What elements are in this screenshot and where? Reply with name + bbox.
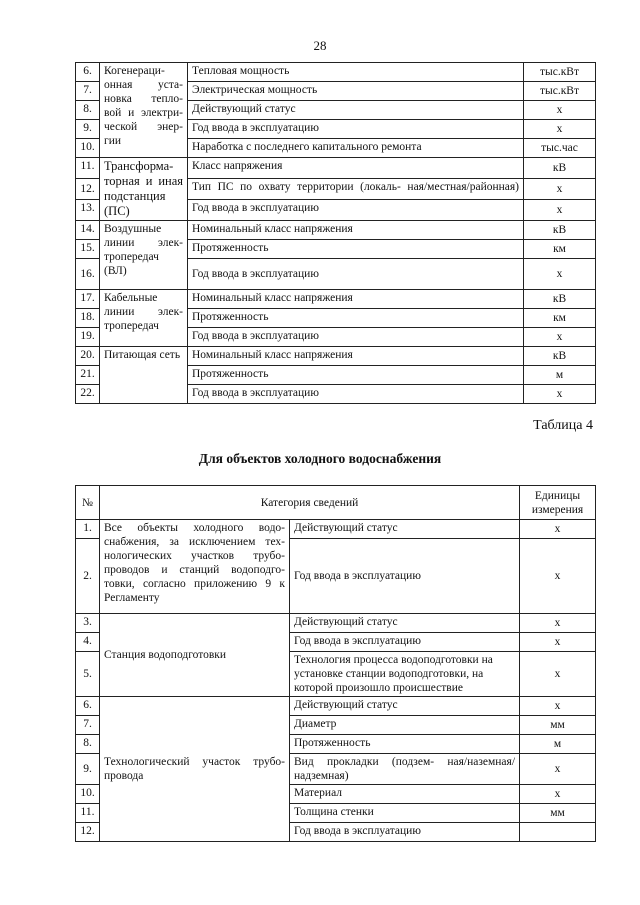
table-row bbox=[76, 158, 596, 179]
object-type: Станция водоподготовки bbox=[100, 614, 290, 697]
row-number: 6. bbox=[76, 697, 100, 716]
category-cell: Материал bbox=[290, 785, 520, 804]
category-cell: Диаметр bbox=[290, 716, 520, 735]
table-row bbox=[76, 520, 596, 539]
table-4 bbox=[75, 485, 596, 842]
row-number: 21. bbox=[76, 366, 100, 385]
unit-cell: х bbox=[524, 259, 596, 290]
row-number: 17. bbox=[76, 290, 100, 309]
row-number: 4. bbox=[76, 633, 100, 652]
object-type: Когенераци- онная уста- новка тепло- вой и электри- ческой энер- гии bbox=[100, 63, 188, 158]
row-number: 11. bbox=[76, 804, 100, 823]
category-cell: Год ввода в эксплуатацию bbox=[188, 328, 524, 347]
unit-cell: х bbox=[524, 101, 596, 120]
category-cell: Действующий статус bbox=[290, 520, 520, 539]
table-title: Для объектов холодного водоснабжения bbox=[198, 451, 442, 466]
unit-cell: х bbox=[524, 385, 596, 404]
row-number: 7. bbox=[76, 82, 100, 101]
unit-cell: х bbox=[524, 120, 596, 139]
table-header-row bbox=[76, 486, 596, 520]
category-cell: Толщина стенки bbox=[290, 804, 520, 823]
row-number: 9. bbox=[76, 754, 100, 785]
row-number: 9. bbox=[76, 120, 100, 139]
category-cell: Год ввода в эксплуатацию bbox=[188, 259, 524, 290]
row-number: 7. bbox=[76, 716, 100, 735]
category-cell: Год ввода в эксплуатацию bbox=[290, 823, 520, 842]
page-number: 28 bbox=[313, 38, 327, 53]
header-unit: Единицы измерения bbox=[520, 486, 596, 520]
object-type: Кабельные линии элек- тропередач bbox=[100, 290, 188, 347]
category-cell: Класс напряжения bbox=[188, 158, 524, 179]
unit-cell: м bbox=[520, 735, 596, 754]
unit-cell: х bbox=[520, 539, 596, 614]
row-number: 12. bbox=[76, 179, 100, 200]
category-cell: Протяженность bbox=[188, 366, 524, 385]
table-row bbox=[76, 221, 596, 240]
row-number: 15. bbox=[76, 240, 100, 259]
header-number: № bbox=[76, 486, 100, 520]
category-cell: Технология процесса водоподготовки на установке станции водоподготовки, на которой произошло происшествие bbox=[290, 652, 520, 697]
object-type: Питающая сеть bbox=[100, 347, 188, 404]
unit-cell: х bbox=[520, 633, 596, 652]
object-type: Технологический участок трубо- провода bbox=[100, 697, 290, 842]
unit-cell: х bbox=[520, 785, 596, 804]
unit-cell: тыс.кВт bbox=[524, 82, 596, 101]
category-cell: Год ввода в эксплуатацию bbox=[188, 385, 524, 404]
table-3-continued bbox=[75, 62, 596, 404]
unit-cell: мм bbox=[520, 716, 596, 735]
table-caption: Таблица 4 bbox=[533, 418, 593, 433]
table-row bbox=[76, 347, 596, 366]
table-row bbox=[76, 697, 596, 716]
category-cell: Протяженность bbox=[188, 240, 524, 259]
unit-cell: м bbox=[524, 366, 596, 385]
category-cell: Номинальный класс напряжения bbox=[188, 221, 524, 240]
object-type: Воздушные линии элек- тропередач (ВЛ) bbox=[100, 221, 188, 290]
unit-cell: кВ bbox=[524, 290, 596, 309]
unit-cell: мм bbox=[520, 804, 596, 823]
row-number: 3. bbox=[76, 614, 100, 633]
category-cell: Год ввода в эксплуатацию bbox=[290, 633, 520, 652]
row-number: 18. bbox=[76, 309, 100, 328]
unit-cell: км bbox=[524, 309, 596, 328]
object-type: Все объекты холодного водо- снабжения, за исключением тех- нологических участков трубо- проводов и станций водоподго- товки, согласно приложению 9 к Регламенту bbox=[100, 520, 290, 614]
unit-cell: кВ bbox=[524, 347, 596, 366]
category-cell: Протяженность bbox=[188, 309, 524, 328]
row-number: 10. bbox=[76, 139, 100, 158]
unit-cell: х bbox=[520, 652, 596, 697]
unit-cell: х bbox=[524, 328, 596, 347]
row-number: 10. bbox=[76, 785, 100, 804]
unit-cell: х bbox=[524, 200, 596, 221]
row-number: 22. bbox=[76, 385, 100, 404]
row-number: 2. bbox=[76, 539, 100, 614]
unit-cell: х bbox=[524, 179, 596, 200]
category-cell: Действующий статус bbox=[188, 101, 524, 120]
unit-cell: х bbox=[520, 520, 596, 539]
unit-cell: х bbox=[520, 754, 596, 785]
table-row bbox=[76, 290, 596, 309]
category-cell: Электрическая мощность bbox=[188, 82, 524, 101]
header-category: Категория сведений bbox=[100, 486, 520, 520]
category-cell: Тип ПС по охвату территории (локаль- ная/местная/районная) bbox=[188, 179, 524, 200]
unit-cell: х bbox=[520, 697, 596, 716]
table-row bbox=[76, 614, 596, 633]
unit-cell bbox=[520, 823, 596, 842]
row-number: 16. bbox=[76, 259, 100, 290]
row-number: 8. bbox=[76, 735, 100, 754]
row-number: 6. bbox=[76, 63, 100, 82]
category-cell: Год ввода в эксплуатацию bbox=[290, 539, 520, 614]
unit-cell: тыс.кВт bbox=[524, 63, 596, 82]
table-row bbox=[76, 63, 596, 82]
category-cell: Год ввода в эксплуатацию bbox=[188, 120, 524, 139]
object-type: Трансформа- торная и иная подстанция (ПС) bbox=[100, 158, 188, 221]
category-cell: Номинальный класс напряжения bbox=[188, 290, 524, 309]
row-number: 19. bbox=[76, 328, 100, 347]
row-number: 13. bbox=[76, 200, 100, 221]
row-number: 12. bbox=[76, 823, 100, 842]
row-number: 5. bbox=[76, 652, 100, 697]
category-cell: Действующий статус bbox=[290, 614, 520, 633]
row-number: 14. bbox=[76, 221, 100, 240]
category-cell: Тепловая мощность bbox=[188, 63, 524, 82]
category-cell: Вид прокладки (подзем- ная/наземная/надземная) bbox=[290, 754, 520, 785]
unit-cell: км bbox=[524, 240, 596, 259]
row-number: 8. bbox=[76, 101, 100, 120]
unit-cell: тыс.час bbox=[524, 139, 596, 158]
unit-cell: кВ bbox=[524, 158, 596, 179]
row-number: 1. bbox=[76, 520, 100, 539]
row-number: 11. bbox=[76, 158, 100, 179]
category-cell: Год ввода в эксплуатацию bbox=[188, 200, 524, 221]
category-cell: Действующий статус bbox=[290, 697, 520, 716]
category-cell: Номинальный класс напряжения bbox=[188, 347, 524, 366]
unit-cell: х bbox=[520, 614, 596, 633]
category-cell: Наработка с последнего капитального ремонта bbox=[188, 139, 524, 158]
row-number: 20. bbox=[76, 347, 100, 366]
unit-cell: кВ bbox=[524, 221, 596, 240]
category-cell: Протяженность bbox=[290, 735, 520, 754]
